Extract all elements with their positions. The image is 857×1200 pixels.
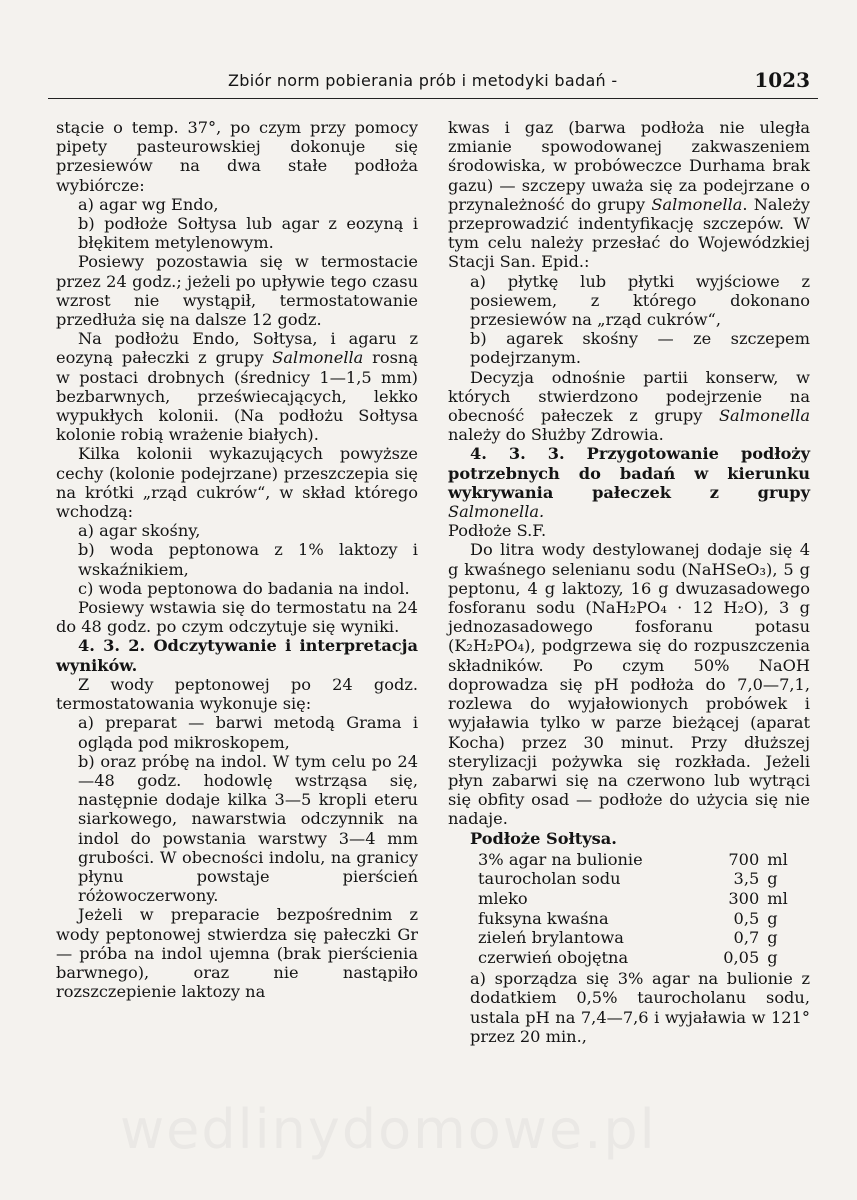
ingredient-unit: g xyxy=(767,869,778,889)
table-row xyxy=(478,869,810,889)
paragraph-text: Na podłożu Endo, Sołtysa, i agaru z eozyną pałeczki z grupy xyxy=(56,329,418,368)
genus-name: Salmonella xyxy=(651,194,743,214)
ingredient-unit: g xyxy=(767,928,778,948)
right-column xyxy=(448,118,810,1046)
header-rule xyxy=(48,98,818,99)
table-row xyxy=(478,928,810,948)
table-row xyxy=(478,889,810,909)
watermark: wedlinydomowe.pl xyxy=(120,1098,657,1161)
paragraph xyxy=(448,118,810,272)
paragraph: Z wody peptonowej po 24 godz. termostatowania wykonuje się: xyxy=(56,674,418,714)
section-heading xyxy=(448,444,810,521)
ingredient-quantity: 0,5 xyxy=(733,908,760,928)
ingredient-quantity: 3,5 xyxy=(733,869,760,889)
ingredient-name: fuksyna kwaśna xyxy=(478,908,609,928)
section-title: Odczytywanie i interpretacja wyników. xyxy=(56,636,419,675)
section-number: 4. 3. 2. xyxy=(78,636,146,656)
list-item: a) płytkę lub płytki wyjściowe z posiewem, z którego dokonano przesiewów na „rząd cukrów“, xyxy=(470,271,810,330)
list-item: b) podłoże Sołtysa lub agar z eozyną i błękitem metylenowym. xyxy=(78,214,418,253)
ingredient-name: taurocholan sodu xyxy=(478,869,621,889)
section-title: Przygotowanie podłoży potrzebnych do badań w kierunku wykrywania pałeczek z grupy xyxy=(448,444,811,502)
section-title-italic: Salmonella. xyxy=(448,502,545,522)
running-title: Zbiór norm pobierania prób i metodyki badań - xyxy=(228,71,618,90)
soltys-preparation-note: a) sporządza się 3% agar na bulionie z dodatkiem 0,5% taurocholanu sodu, ustala pH na 7,4—7,6 i wyjaławia w 121° przez 20 min., xyxy=(470,969,810,1046)
ingredient-unit: g xyxy=(767,947,778,967)
table-row xyxy=(478,909,810,929)
paragraph: Posiewy wstawia się do termostatu na 24 do 48 godz. po czym odczytuje się wyniki. xyxy=(56,598,418,637)
paragraph-text: . Należy przeprowadzić indentyfikację szczepów. W tym celu należy przesłać do Wojewódzkiej Stacji San. Epid.: xyxy=(448,194,810,272)
list-item: c) woda peptonowa do badania na indol. xyxy=(78,578,410,598)
paragraph: Posiewy pozostawia się w termostacie przez 24 godz.; jeżeli po upływie tego czasu wzrost nie wystąpił, termostatowanie przedłuża się na dalsze 12 godz. xyxy=(56,252,418,330)
paragraph xyxy=(56,329,418,444)
list-item: a) agar wg Endo, xyxy=(78,194,219,214)
ingredient-name: 3% agar na bulionie xyxy=(478,849,643,869)
ingredient-quantity: 0,7 xyxy=(733,928,760,948)
ingredient-unit: ml xyxy=(767,888,788,908)
table-row xyxy=(478,948,810,968)
ingredient-name: zieleń brylantowa xyxy=(478,928,624,948)
ingredient-quantity: 0,05 xyxy=(723,947,760,967)
soltys-composition-table xyxy=(478,850,810,968)
soltys-medium-title: Podłoże Sołtysa. xyxy=(470,828,617,848)
section-number: 4. 3. 3. xyxy=(470,444,565,464)
paragraph xyxy=(448,368,810,445)
list-item: b) oraz próbę na indol. W tym celu po 24—48 godz. hodowlę wstrząsa się, następnie dodaje kilka 3—5 kropli eteru siarkowego, nawarstwia odczynnik na indol do powstania warstwy 3—4 mm grubości. W obecności indolu, na granicy płynu powstaje pierścień różowoczerwony. xyxy=(78,751,418,906)
paragraph-text: należy do Służby Zdrowia. xyxy=(448,425,664,445)
ingredient-unit: g xyxy=(767,908,778,928)
paragraph: Kilka kolonii wykazujących powyższe cechy (kolonie podejrzane) przeszczepia się na krótki „rząd cukrów“, w skład którego wchodzą: xyxy=(56,444,418,522)
ingredient-name: czerwień obojętna xyxy=(478,947,629,967)
ingredient-quantity: 300 xyxy=(728,888,760,908)
ingredient-name: mleko xyxy=(478,888,528,908)
left-column xyxy=(56,118,418,1001)
ingredient-quantity: 700 xyxy=(728,849,760,869)
right-column-paragraphs xyxy=(448,118,810,829)
list-item: a) agar skośny, xyxy=(78,521,201,541)
paragraph: Jeżeli w preparacie bezpośrednim z wody peptonowej stwierdza się pałeczki Gr — próba na indol ujemna (brak pierścienia barwnego), oraz nie nastąpiło rozszczepienie laktozy na xyxy=(56,905,418,1002)
list-item: b) woda peptonowa z 1% laktozy i wskaźnikiem, xyxy=(78,540,418,579)
page-header xyxy=(48,66,818,96)
paragraph: Do litra wody destylowanej dodaje się 4 g kwaśnego selenianu sodu (NaHSeO₃), 5 g peptonu, 4 g laktozy, 16 g dwuzasadowego fosforanu sodu (NaH₂PO₄ · 12 H₂O), 3 g jednozasadowego fosforanu potasu (K₂H₂PO₄), podgrzewa się do rozpuszczenia składników. Po czym 50% NaOH doprowadza się pH podłoża do 7,0—7,1, rozlewa do wyjałowionych probówek i wyjaławia tylko w parze bieżącej (aparat Kocha) przez 30 minut. Przy dłuższej sterylizacji pożywka się rozkłada. Jeżeli płyn zabarwi się na czerwono lub wytrąci się obfity osad — podłoże do użycia się nie nadaje. xyxy=(448,540,810,829)
paragraph-text: Decyzja odnośnie partii konserw, w których stwierdzono podejrzenie na obecność pałeczek z grupy xyxy=(448,367,810,426)
paragraph-text: kwas i gaz (barwa podłoża nie uległa zmianie spowodowanej zakwaszeniem środowiska, w probóweczce Durhama brak gazu) — szczepy uważa się za podejrzane o przynależność do grupy xyxy=(448,118,810,214)
page-number: 1023 xyxy=(754,68,810,92)
section-heading xyxy=(56,636,418,674)
ingredient-unit: ml xyxy=(767,849,788,869)
paragraph-text: rosną w postaci drobnych (średnicy 1—1,5 mm) bezbarwnych, przeświecających, lekko wypukłych kolonii. (Na podłożu Sołtysa kolonie robią wrażenie białych). xyxy=(56,348,419,445)
list-item: b) agarek skośny — ze szczepem podejrzanym. xyxy=(470,329,810,368)
genus-name: Salmonella xyxy=(272,348,364,368)
paragraph: Podłoże S.F. xyxy=(448,521,547,541)
list-item: a) preparat — barwi metodą Grama i ogląda pod mikroskopem, xyxy=(78,713,418,752)
table-row xyxy=(478,850,810,870)
genus-name: Salmonella xyxy=(718,406,810,426)
paragraph: stącie o temp. 37°, po czym przy pomocy pipety pasteurowskiej dokonuje się przesiewów na dwa stałe podłoża wybiórcze: xyxy=(56,118,418,195)
